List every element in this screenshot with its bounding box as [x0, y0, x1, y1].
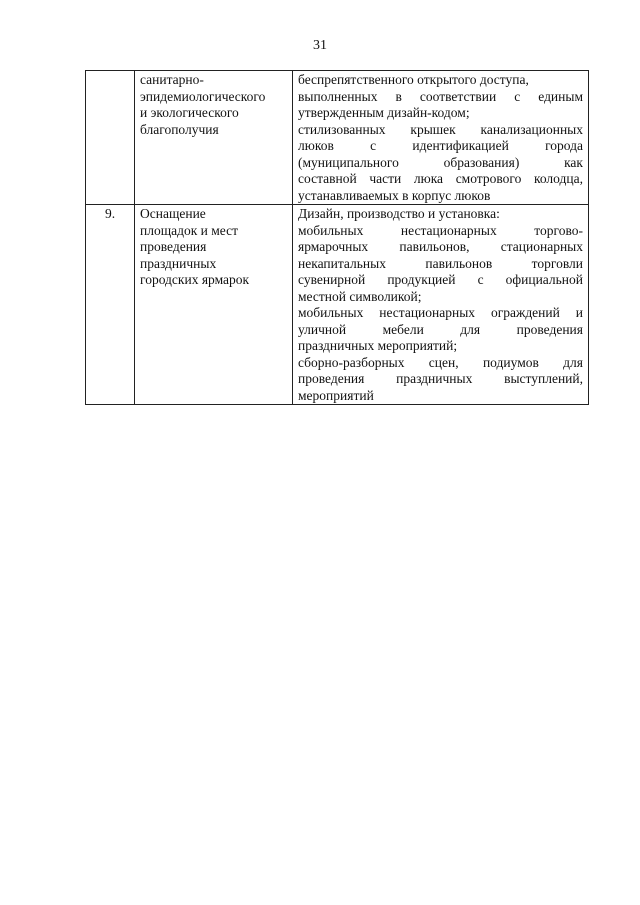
desc-line: местной символикой;: [298, 288, 422, 304]
row-description-cell: [293, 71, 589, 205]
name-line: благополучия: [140, 121, 219, 137]
desc-line: некапитальных павильонов торговли: [298, 255, 583, 271]
document-table: [85, 70, 589, 405]
name-line: городских ярмарок: [140, 272, 250, 287]
desc-line: мероприятий: [298, 387, 374, 403]
desc-line: сборно-разборных сцен, подиумов для: [298, 354, 583, 370]
row-name-cell: [135, 205, 293, 405]
name-line: и экологического: [140, 105, 239, 120]
desc-line: стилизованных крышек канализационных: [298, 121, 583, 137]
desc-line: праздничных мероприятий;: [298, 338, 458, 353]
row-number: [86, 71, 135, 205]
desc-line: мобильных нестационарных торгово-: [298, 222, 583, 238]
name-line: проведения: [140, 239, 207, 254]
desc-line: (муниципального образования) как: [298, 154, 583, 170]
name-line: площадок и мест: [140, 222, 239, 238]
desc-line: ярмарочных павильонов, стационарных: [298, 239, 583, 254]
desc-line: люков с идентификацией города: [298, 138, 583, 153]
desc-line: Дизайн, производство и установка:: [298, 206, 500, 221]
desc-line: утвержденным дизайн-кодом;: [298, 105, 470, 120]
page-number: 31: [313, 38, 327, 53]
desc-line: устанавливаемых в корпус люков: [298, 187, 491, 203]
row-name-cell: [135, 71, 293, 205]
table-row: [86, 205, 589, 405]
name-line: праздничных: [140, 255, 217, 271]
desc-line: уличной мебели для проведения: [298, 321, 583, 337]
desc-line: мобильных нестационарных ограждений и: [298, 305, 583, 320]
name-line: санитарно-: [140, 72, 204, 87]
desc-line: беспрепятственного открытого доступа,: [298, 72, 529, 87]
desc-line: проведения праздничных выступлений,: [298, 371, 583, 386]
row-description-cell: [293, 205, 589, 405]
desc-line: составной части люка смотрового колодца,: [298, 171, 583, 186]
table-row: [86, 71, 589, 205]
row-number: 9.: [86, 205, 135, 405]
desc-line: сувенирной продукцией с официальной: [298, 272, 583, 287]
name-line: Оснащение: [140, 206, 206, 221]
name-line: эпидемиологического: [140, 88, 266, 104]
desc-line: выполненных в соответствии с единым: [298, 88, 583, 104]
